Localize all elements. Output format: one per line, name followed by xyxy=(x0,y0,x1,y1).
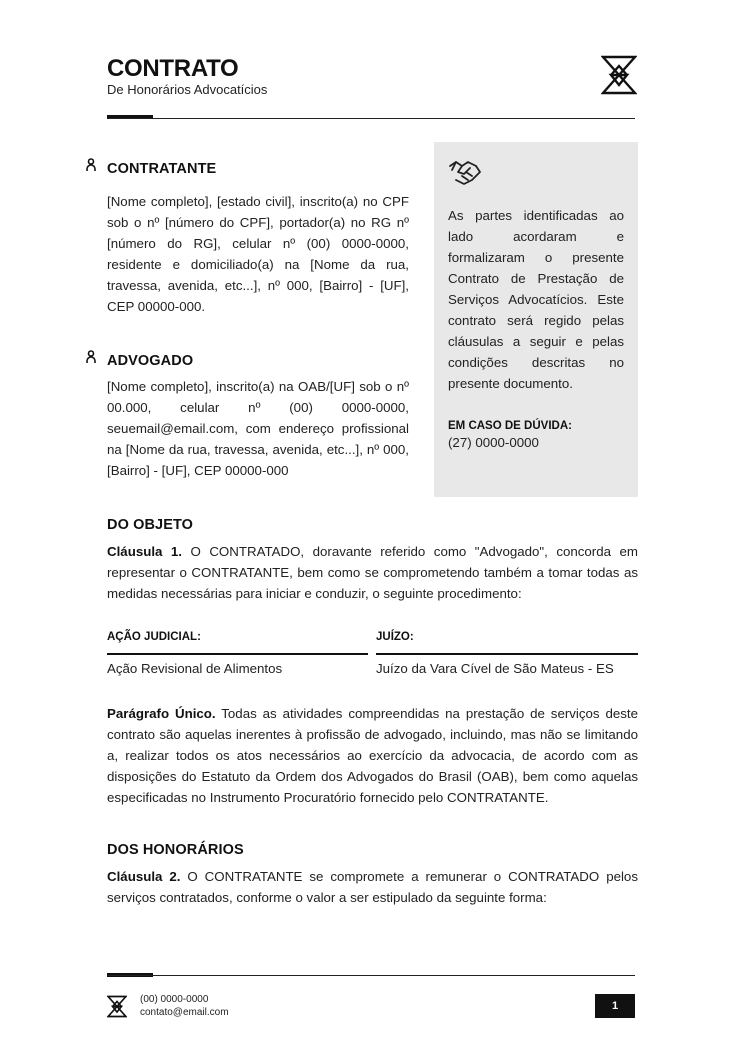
paragrafo-label: Parágrafo Único. xyxy=(107,706,216,721)
contratante-heading: CONTRATANTE xyxy=(107,161,217,177)
paragrafo-text: Todas as atividades compreendidas na prestação de serviços deste contrato são aquelas inerentes à profissão de advogado, incluindo, mas não se limitando a, realizar todos os atos necessários ao exercício da advocacia, de acordo com as disposições do Estatuto da Ordem dos Advogados do Brasil (OAB), bem como aquelas especificadas no Instrumento Procuratório fornecido pelo CONTRATANTE. xyxy=(107,706,638,805)
acao-rule xyxy=(107,653,368,655)
triangle-logo-icon xyxy=(107,995,127,1018)
paragrafo-unico xyxy=(107,703,638,808)
advogado-text: [Nome completo], inscrito(a) na OAB/[UF] sob o nº 00.000, celular nº (00) 0000-0000, seuemail@email.com, com endereço profissional na [Nome da rua, travessa, avenida, etc...], nº 000, [Bairro] - [UF], CEP 00000-000 xyxy=(107,379,409,478)
triangle-logo-icon xyxy=(601,55,637,95)
handshake-icon xyxy=(448,156,482,190)
clause-2-label: Cláusula 2. xyxy=(107,869,181,884)
document-title: CONTRATO xyxy=(107,55,239,82)
footer-phone: (00) 0000-0000 xyxy=(140,994,209,1005)
clause-2 xyxy=(107,866,638,908)
juizo-value: Juízo da Vara Cível de São Mateus - ES xyxy=(376,661,614,676)
acao-label: AÇÃO JUDICIAL: xyxy=(107,631,201,643)
contratante-text: [Nome completo], [estado civil], inscrito(a) no CPF sob o nº [número do CPF], portador(a) no RG nº [número do RG], celular nº (00) 0000-0000, residente e domiciliado(a) na [Nome da rua, travessa, avenida, etc...], nº 000, [Bairro] - [UF], CEP 00000-000. xyxy=(107,194,409,314)
advogado-heading: ADVOGADO xyxy=(107,353,194,369)
objeto-heading: DO OBJETO xyxy=(107,517,194,533)
clause-1 xyxy=(107,541,638,604)
clause-1-text: O CONTRATADO, doravante referido como "Advogado", concorda em representar o CONTRATANTE, bem como se comprometendo também a tomar todas as medidas necessárias para iniciar e conduzir, o seguinte procedimento: xyxy=(107,544,638,601)
document-subtitle: De Honorários Advocatícios xyxy=(107,82,268,97)
sidebox-text: As partes identificadas ao lado acordaram e formalizaram o presente Contrato de Prestação de Serviços Advocatícios. Este contrato será regido pelas cláusulas a seguir e pelas condições descritas no presente documento. xyxy=(448,208,624,391)
honorarios-heading: DOS HONORÁRIOS xyxy=(107,842,244,858)
sidebox-help-phone: (27) 0000-0000 xyxy=(448,435,539,450)
clause-2-text: O CONTRATANTE se compromete a remunerar o CONTRATADO pelos serviços contratados, conforme o valor a ser estipulado da seguinte forma: xyxy=(107,869,638,905)
clause-1-label: Cláusula 1. xyxy=(107,544,182,559)
info-sidebox xyxy=(434,142,638,497)
acao-value: Ação Revisional de Alimentos xyxy=(107,661,283,676)
person-icon xyxy=(86,350,96,364)
juizo-rule xyxy=(376,653,638,655)
page-number: 1 xyxy=(595,994,635,1018)
sidebox-help-label: EM CASO DE DÚVIDA: xyxy=(448,420,572,432)
footer-rule xyxy=(107,975,635,976)
header-rule xyxy=(107,118,635,119)
juizo-label: JUÍZO: xyxy=(376,631,414,643)
footer-email: contato@email.com xyxy=(140,1007,229,1018)
person-icon xyxy=(86,158,96,172)
